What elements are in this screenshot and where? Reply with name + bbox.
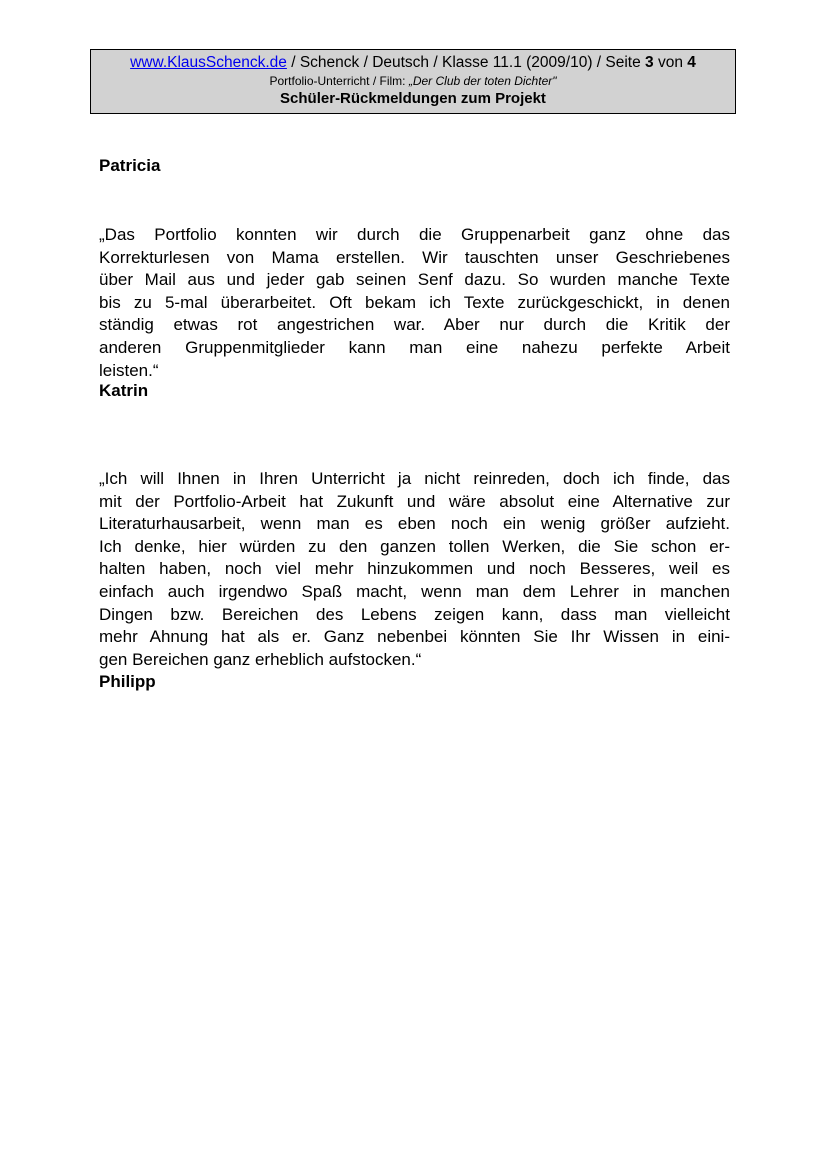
author-philipp: Philipp <box>99 672 156 691</box>
author-patricia: Patricia <box>99 156 161 175</box>
header-line-2 <box>91 73 735 89</box>
page-total: 4 <box>687 54 696 71</box>
text-line: ständig etwas rot angestrichen war. Aber nur durch die Kritik der <box>99 315 730 335</box>
header-line-1 <box>91 53 735 73</box>
page-header <box>90 49 736 114</box>
page-current: 3 <box>645 54 654 71</box>
text-line: „Ich will Ihnen in Ihren Unterricht ja nicht reinreden, doch ich finde, das <box>99 469 730 488</box>
feedback-text-philipp <box>99 468 730 671</box>
text-line: Dingen bzw. Bereichen des Lebens zeigen kann, dass man vielleicht <box>99 604 730 624</box>
text-line: „Das Portfolio konnten wir durch die Gruppenarbeit ganz ohne das <box>99 225 730 244</box>
text-line: Korrekturlesen von Mama erstellen. Wir tauschten unser Geschriebenes <box>99 247 730 267</box>
text-line: Ich denke, hier würden zu den ganzen tollen Werken, die Sie schon er- <box>99 536 730 556</box>
header-subject: Portfolio-Unterricht / Film: <box>269 74 409 88</box>
site-link[interactable]: www.KlausSchenck.de <box>130 54 287 71</box>
header-title: Schüler-Rückmeldungen zum Projekt <box>280 90 546 107</box>
text-line: halten haben, noch viel mehr hinzukommen und noch Besseres, weil es <box>99 559 730 579</box>
text-line: anderen Gruppenmitglieder kann man eine nahezu perfekte Arbeit <box>99 337 730 357</box>
text-line: bis zu 5-mal überarbeitet. Oft bekam ich Texte zurückgeschickt, in denen <box>99 292 730 312</box>
text-line: leisten.“ <box>99 360 159 380</box>
text-line: einfach auch irgendwo Spaß macht, wenn man dem Lehrer in manchen <box>99 581 730 601</box>
page-of: von <box>653 54 688 71</box>
header-course-info: / Schenck / Deutsch / Klasse 11.1 (2009/10) / Seite <box>286 54 646 71</box>
feedback-text-katrin <box>99 224 730 382</box>
author-katrin: Katrin <box>99 381 149 400</box>
text-line: mehr Ahnung hat als er. Ganz nebenbei könnten Sie Ihr Wissen in eini- <box>99 627 730 647</box>
text-line: über Mail aus und jeder gab seinen Senf dazu. So wurden manche Texte <box>99 270 730 290</box>
text-line: gen Bereichen ganz erheblich aufstocken.“ <box>99 649 422 669</box>
header-film-title: „Der Club der toten Dichter" <box>408 74 557 88</box>
text-line: Literaturhausarbeit, wenn man es eben noch ein wenig größer aufzieht. <box>99 514 730 534</box>
text-line: mit der Portfolio-Arbeit hat Zukunft und wäre absolut eine Alternative zur <box>99 491 730 511</box>
